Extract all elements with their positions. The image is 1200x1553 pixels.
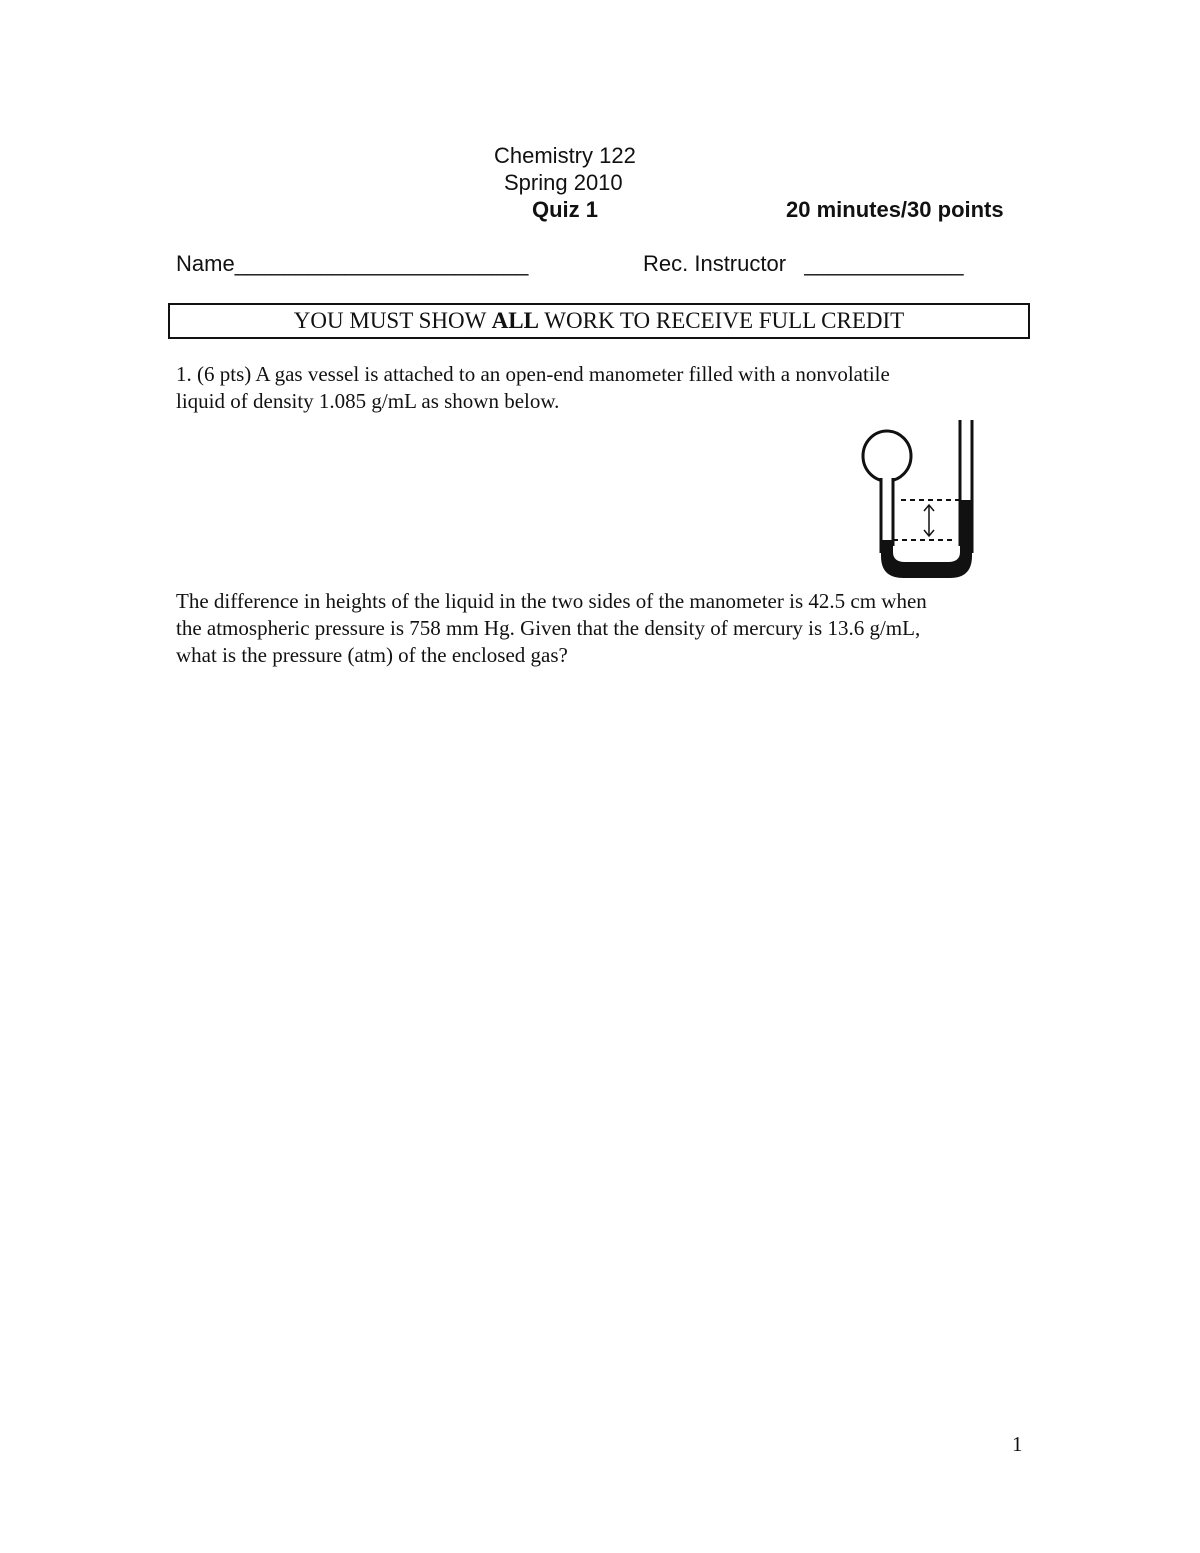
notice-part2: WORK TO RECEIVE FULL CREDIT bbox=[538, 308, 905, 333]
term-label: Spring 2010 bbox=[504, 170, 623, 195]
course-title: Chemistry 122 bbox=[494, 143, 636, 168]
name-field[interactable] bbox=[176, 251, 528, 277]
gas-bulb bbox=[863, 431, 911, 481]
instructor-field[interactable] bbox=[643, 251, 963, 277]
show-work-notice bbox=[168, 303, 1030, 339]
name-blank: ________________________ bbox=[234, 251, 529, 276]
question-1-line-2: liquid of density 1.085 g/mL as shown below. bbox=[176, 389, 560, 413]
notice-part1: YOU MUST SHOW bbox=[293, 308, 492, 333]
page-number: 1 bbox=[1012, 1432, 1023, 1456]
question-1-line-1: 1. (6 pts) A gas vessel is attached to an open-end manometer filled with a nonvolatile bbox=[176, 362, 890, 386]
notice-emphasis: ALL bbox=[491, 308, 539, 333]
time-points-label: 20 minutes/30 points bbox=[786, 197, 1004, 222]
instructor-label: Rec. Instructor bbox=[643, 251, 787, 276]
question-1-line-5: what is the pressure (atm) of the enclosed gas? bbox=[176, 643, 568, 667]
manometer-diagram bbox=[855, 418, 985, 586]
question-1-line-4: the atmospheric pressure is 758 mm Hg. Given that the density of mercury is 13.6 g/mL, bbox=[176, 616, 921, 640]
question-1-line-3: The difference in heights of the liquid in the two sides of the manometer is 42.5 cm when bbox=[176, 589, 927, 613]
name-label: Name bbox=[176, 251, 235, 276]
instructor-blank: _____________ bbox=[804, 251, 964, 276]
quiz-label: Quiz 1 bbox=[532, 197, 599, 222]
